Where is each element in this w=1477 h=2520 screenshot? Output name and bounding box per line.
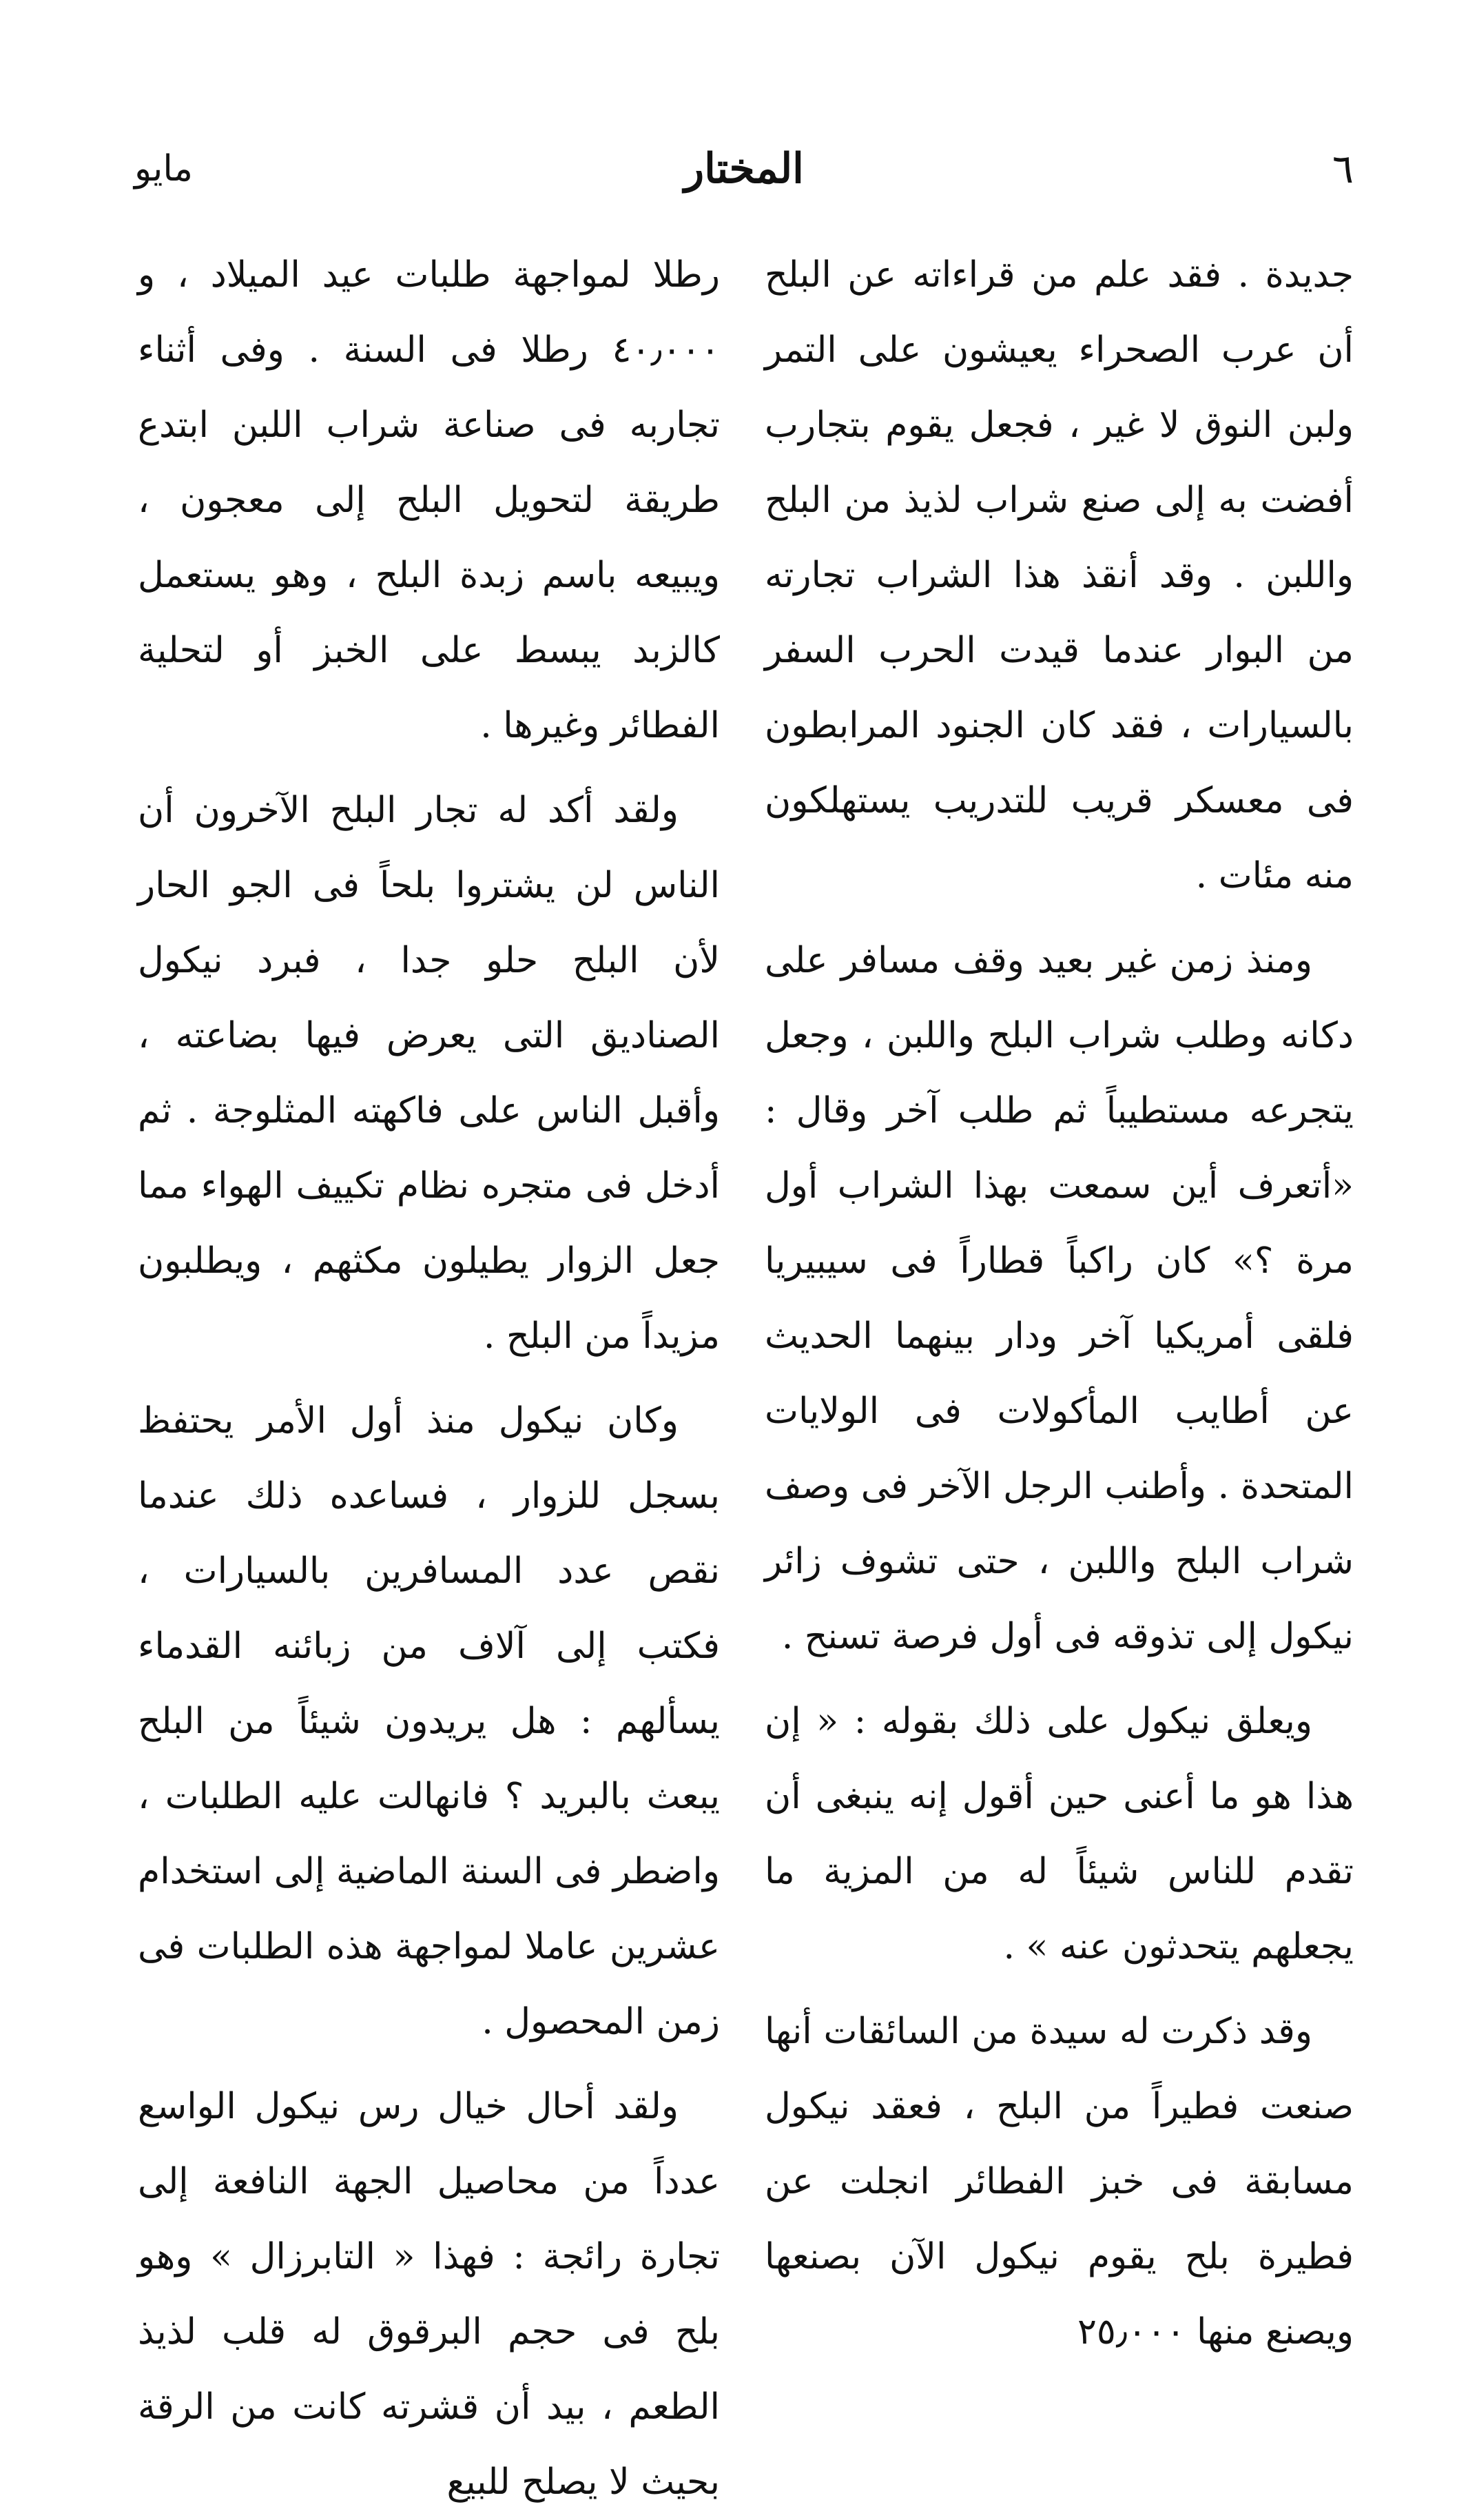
paragraph: رطلا لمواجهة طلبات عيد الميلاد ، و ٤٠٫٠٠٠ رطلا فى السنة . وفى أثناء تجاربه فى صناعة شراب اللبن ابتدع طريقة لتحويل البلح إلى معجون ، ويبيعه باسم زبدة البلح ، وهو يستعمل كالزبد يبسط على الخبز أو لتحلية الفطائر وغيرها . bbox=[138, 254, 720, 746]
page-header bbox=[134, 141, 1354, 196]
paragraph: جديدة . فقد علم من قراءاته عن البلح أن عرب الصحراء يعيشون على التمر ولبن النوق لا غير ، فجعل يقوم بتجارب أفضت به إلى صنع شراب لذيذ من البلح واللبن . وقد أنقذ هذا الشراب تجارته من البوار عندما قيدت الحرب السفر بالسيارات ، فقد كان الجنود المرابطون فى معسكر قريب للتدريب يستهلكون منه مئات . bbox=[765, 254, 1354, 897]
left-column bbox=[138, 238, 720, 2503]
paragraph: ويعلق نيكول على ذلك بقوله : « إن هذا هو ما أعنى حين أقول إنه ينبغى أن تقدم للناس شيئاً له من المزية ما يجعلهم يتحدثون عنه » . bbox=[765, 1701, 1354, 1967]
paragraph: وقد ذكرت له سيدة من السائقات أنها صنعت فطيراً من البلح ، فعقد نيكول مسابقة فى خبز الفطائر انجلت عن فطيرة بلح يقوم نيكول الآن بصنعها ويصنع منها ٢٥٫٠٠٠ bbox=[765, 2011, 1354, 2353]
right-column bbox=[765, 238, 1354, 2353]
paragraph: ولقد أكد له تجار البلح الآخرون أن الناس لن يشتروا بلحاً فى الجو الحار لأن البلح حلو جدا ، فبرد نيكول الصناديق التى يعرض فيها بضاعته ، وأقبل الناس على فاكهته المثلوجة . ثم أدخل فى متجره نظام تكييف الهواء مما جعل الزوار يطيلون مكثهم ، ويطلبون مزيداً من البلح . bbox=[138, 790, 720, 1357]
paragraph: وكان نيكول منذ أول الأمر يحتفظ بسجل للزوار ، فساعده ذلك عندما نقص عدد المسافرين بالسيارات ، فكتب إلى آلاف من زبائنه القدماء يسألهم : هل يريدون شيئاً من البلح يبعث بالبريد ؟ فانهالت عليه الطلبات ، واضطر فى السنة الماضية إلى استخدام عشرين عاملا لمواجهة هذه الطلبات فى زمن المحصول . bbox=[138, 1400, 720, 2042]
page-number: ٦ bbox=[1332, 145, 1354, 192]
running-title: المختار bbox=[684, 145, 804, 193]
issue-month: مايو bbox=[134, 148, 194, 189]
paragraph: ومنذ زمن غير بعيد وقف مسافر على دكانه وطلب شراب البلح واللبن ، وجعل يتجرعه مستطيباً ثم طلب آخر وقال : «أتعرف أين سمعت بهذا الشراب أول مرة ؟» كان راكباً قطاراً فى سيبيريا فلقى أمريكيا آخر ودار بينهما الحديث عن أطايب المأكولات فى الولايات المتحدة . وأطنب الرجل الآخر فى وصف شراب البلح واللبن ، حتى تشوف زائر نيكول إلى تذوقه فى أول فرصة تسنح . bbox=[765, 940, 1354, 1657]
paragraph: ولقد أحال خيال رس نيكول الواسع عدداً من محاصيل الجهة النافعة إلى تجارة رائجة : فهذا « التابرزال » وهو بلح فى حجم البرقوق له قلب لذيذ الطعم ، بيد أن قشرته كانت من الرقة بحيث لا يصلح للبيع bbox=[138, 2086, 720, 2503]
